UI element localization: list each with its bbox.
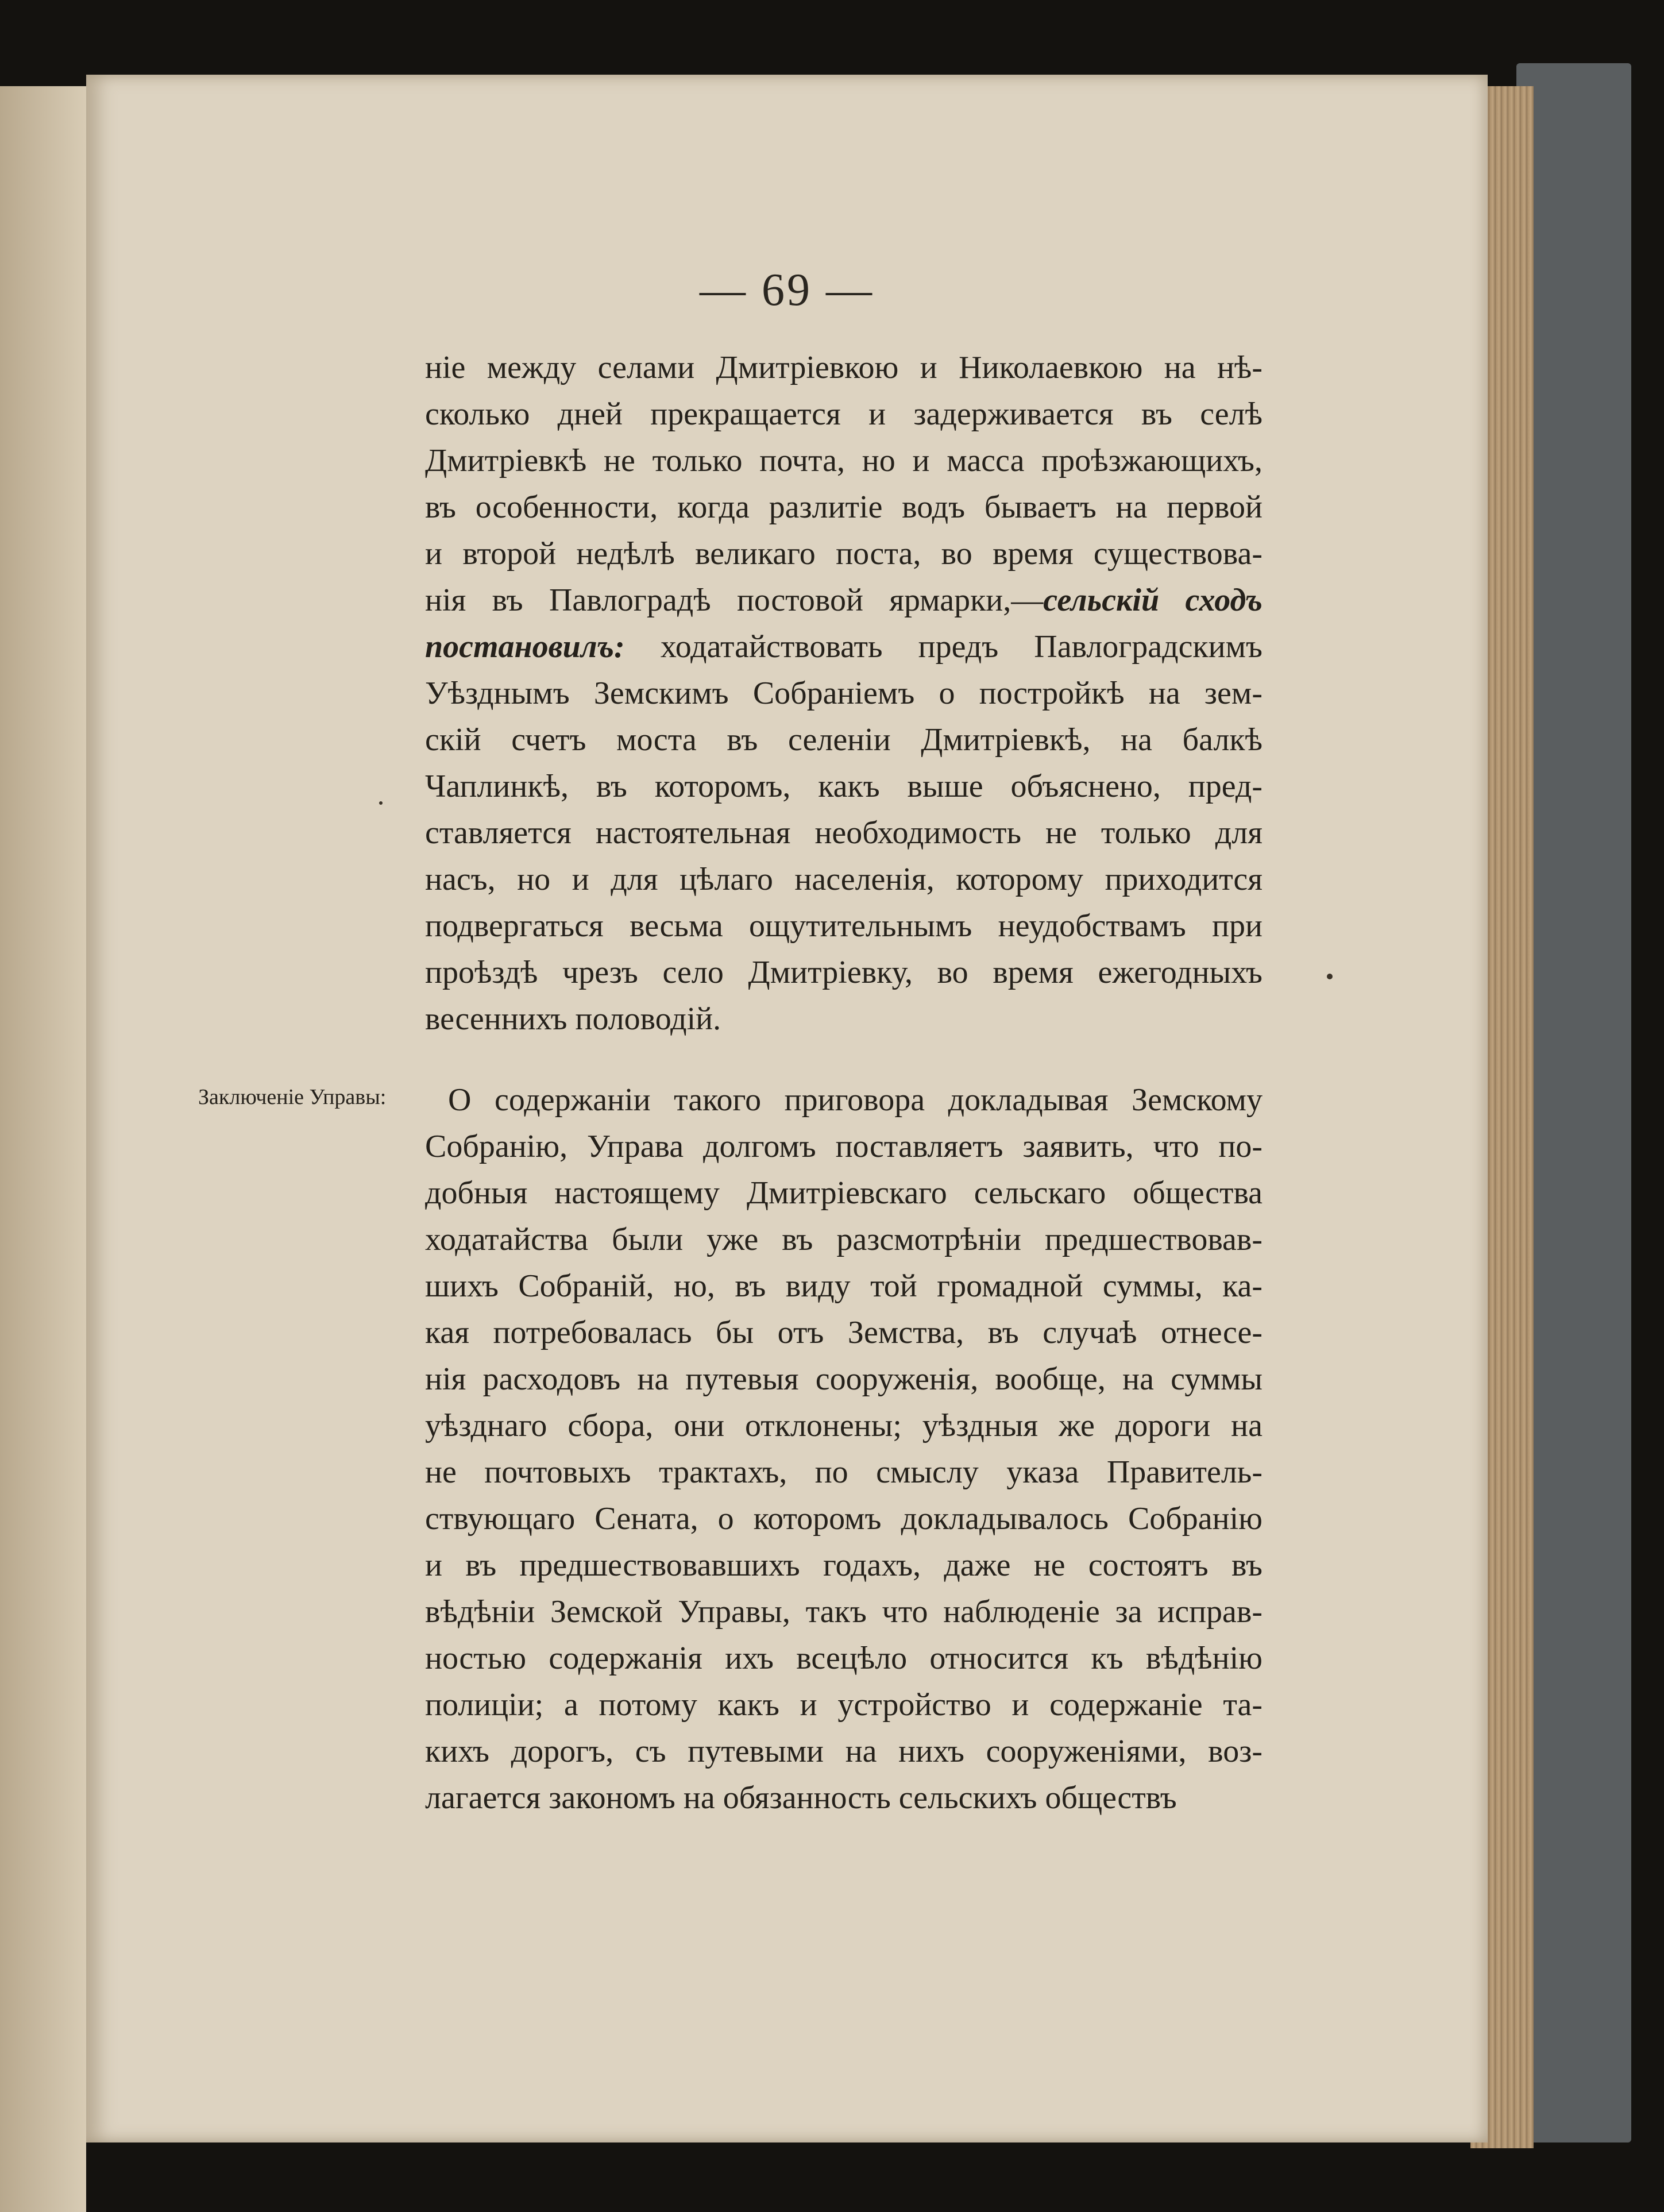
text-line: ставляется настоятельная необходимость не только для [425, 815, 1263, 851]
page-number: — 69 — [700, 265, 874, 315]
emphasis-text: сельскій сходъ [1043, 582, 1263, 618]
paper-speck [379, 801, 383, 805]
text-line: шихъ Собраній, но, въ виду той громадной суммы, ка- [425, 1268, 1263, 1304]
text-line: ходатайства были уже въ разсмотрѣніи предшествовав- [425, 1222, 1263, 1257]
text-line: и въ предшествовавшихъ годахъ, даже не состоятъ въ [425, 1547, 1263, 1583]
text-line: не почтовыхъ трактахъ, по смыслу указа Правитель- [425, 1454, 1263, 1490]
text-line: постановилъ: ходатайствовать предъ Павлоградскимъ [425, 629, 1263, 665]
text-line: весеннихъ половодій. [425, 1001, 721, 1037]
text-line: полиціи; а потому какъ и устройство и содержаніе та- [425, 1687, 1263, 1723]
book-cover [1516, 63, 1631, 2142]
text-line: Собранію, Управа долгомъ поставляетъ заявить, что по- [425, 1129, 1263, 1164]
text-line: и второй недѣлѣ великаго поста, во время существова- [425, 536, 1263, 572]
text-line: кихъ дорогъ, съ путевыми на нихъ сооруженіями, воз- [425, 1734, 1263, 1769]
text-line: ніе между селами Дмитріевкою и Николаевкою на нѣ- [425, 350, 1263, 385]
text-line: уѣзднаго сбора, они отклонены; уѣздныя же дороги на [425, 1408, 1263, 1443]
text-line: нія расходовъ на путевыя сооруженія, вообще, на суммы [425, 1361, 1263, 1397]
text-line: сколько дней прекращается и задерживается въ селѣ [425, 396, 1263, 432]
text-line: кая потребовалась бы отъ Земства, въ случаѣ отнесе- [425, 1315, 1263, 1350]
text-line: Дмитріевкѣ не только почта, но и масса проѣзжающихъ, [425, 443, 1263, 478]
left-page-edge [0, 86, 86, 2212]
text-line: подвергаться весьма ощутительнымъ неудобствамъ при [425, 908, 1263, 944]
margin-note: Заключеніе Управы: [198, 1085, 387, 1109]
text-line: Уѣзднымъ Земскимъ Собраніемъ о постройкѣ на зем- [425, 675, 1263, 711]
text-line: добныя настоящему Дмитріевскаго сельскаго общества [425, 1175, 1263, 1211]
text-line: скій счетъ моста въ селеніи Дмитріевкѣ, на балкѣ [425, 722, 1263, 758]
text-line: Чаплинкѣ, въ которомъ, какъ выше объяснено, пред- [425, 769, 1263, 804]
text-line: лагается закономъ на обязанность сельскихъ обществъ [425, 1780, 1177, 1816]
text-line: ностью содержанія ихъ всецѣло относится къ вѣдѣнію [425, 1640, 1263, 1676]
text-line: ствующаго Сената, о которомъ докладывалось Собранію [425, 1501, 1263, 1537]
paragraph-2 [425, 1077, 1263, 1821]
text-line: О содержаніи такого приговора докладывая Земскому [448, 1082, 1263, 1118]
text-line: нія въ Павлоградѣ постовой ярмарки,—сельскій сходъ [425, 582, 1263, 618]
text-line: въ особенности, когда разлитіе водъ бываетъ на первой [425, 489, 1263, 525]
paper-speck [1327, 974, 1333, 979]
emphasis-text: постановилъ: [425, 629, 661, 665]
text-line: проѣздѣ чрезъ село Дмитріевку, во время ежегодныхъ [425, 955, 1263, 990]
text-line: вѣдѣніи Земской Управы, такъ что наблюденіе за исправ- [425, 1594, 1263, 1630]
text-line: насъ, но и для цѣлаго населенія, которому приходится [425, 862, 1263, 897]
paragraph-1 [425, 345, 1263, 1043]
